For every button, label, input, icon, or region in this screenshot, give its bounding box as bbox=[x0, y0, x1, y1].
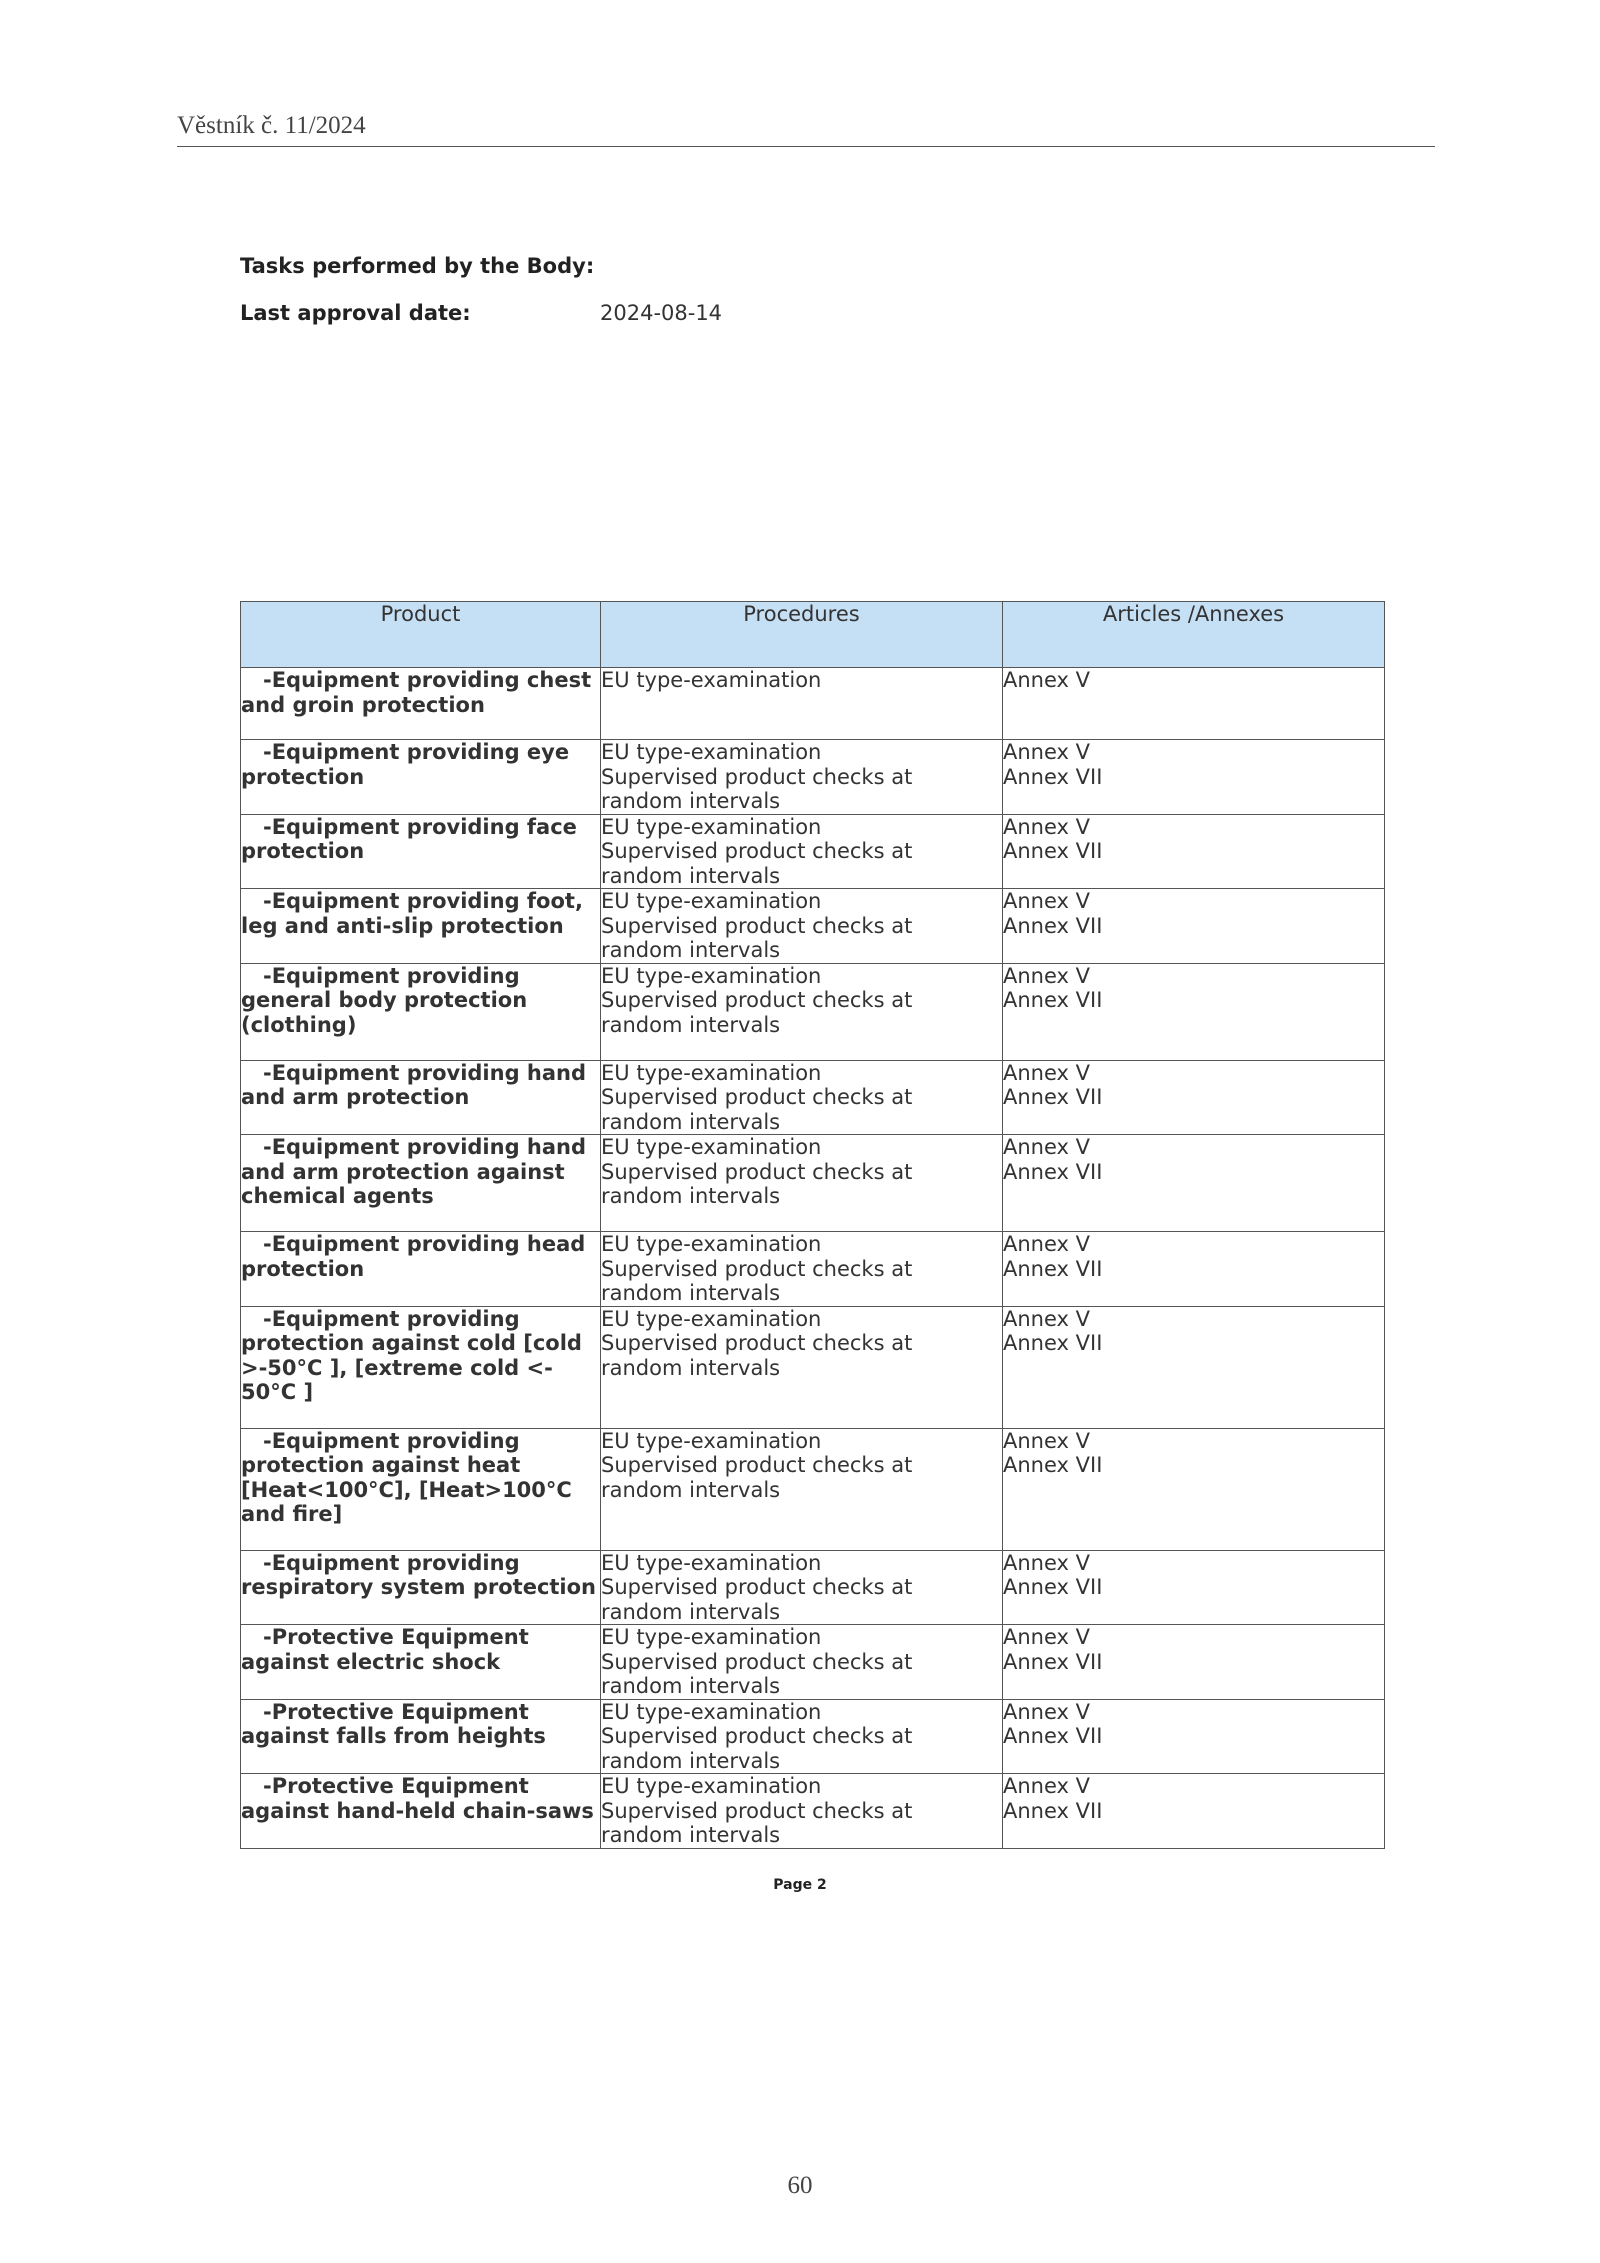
product-cell bbox=[241, 1232, 601, 1307]
cell-line: random intervals bbox=[601, 1599, 781, 1624]
table-row bbox=[241, 814, 1385, 889]
cell-line: against falls from heights bbox=[241, 1724, 546, 1748]
cell-line: EU type-examination bbox=[601, 668, 822, 692]
cell-line: EU type-examination bbox=[601, 740, 822, 764]
table-row bbox=[241, 1625, 1385, 1700]
annexes-cell bbox=[1003, 1550, 1385, 1625]
annexes-cell bbox=[1003, 1625, 1385, 1700]
cell-line: EU type-examination bbox=[601, 1135, 822, 1159]
cell-line: Annex VII bbox=[1003, 913, 1103, 938]
cell-line: EU type-examination bbox=[601, 1306, 822, 1331]
cell-line: Annex V bbox=[1003, 1774, 1091, 1798]
cell-line-wrap bbox=[241, 964, 600, 989]
product-cell bbox=[241, 1428, 601, 1550]
annexes-cell bbox=[1003, 740, 1385, 815]
cell-line: -Protective Equipment bbox=[263, 1774, 529, 1798]
approval-date: 2024-08-14 bbox=[600, 301, 723, 325]
cell-line: EU type-examination bbox=[601, 889, 822, 913]
table-row bbox=[241, 1428, 1385, 1550]
cell-line: EU type-examination bbox=[601, 814, 822, 839]
cell-line: random intervals bbox=[601, 863, 781, 888]
product-cell bbox=[241, 814, 601, 889]
cell-line: against electric shock bbox=[241, 1649, 501, 1674]
cell-line: random intervals bbox=[601, 1109, 781, 1134]
cell-line: Annex V bbox=[1003, 1428, 1091, 1453]
cell-line: random intervals bbox=[601, 1477, 781, 1502]
cell-line: Supervised product checks at bbox=[601, 1453, 913, 1477]
cell-line: EU type-examination bbox=[601, 1428, 822, 1453]
table-row bbox=[241, 1060, 1385, 1135]
procedures-cell bbox=[601, 668, 1003, 740]
cell-line: Annex V bbox=[1003, 668, 1091, 692]
cell-line: protection against cold [cold bbox=[241, 1331, 582, 1355]
annexes-cell bbox=[1003, 814, 1385, 889]
approval-label: Last approval date: bbox=[240, 301, 471, 325]
cell-line: (clothing) bbox=[241, 1012, 357, 1037]
table-row bbox=[241, 1774, 1385, 1849]
cell-line: Annex VII bbox=[1003, 1575, 1103, 1599]
cell-line-wrap bbox=[241, 1232, 600, 1257]
cell-line-wrap bbox=[241, 815, 600, 840]
cell-line: Annex VII bbox=[1003, 1159, 1103, 1184]
procedures-cell bbox=[601, 740, 1003, 815]
cell-line: and fire] bbox=[241, 1502, 343, 1526]
cell-line: protection bbox=[241, 839, 365, 863]
cell-line: random intervals bbox=[601, 789, 781, 813]
cell-line: Annex VII bbox=[1003, 764, 1103, 789]
cell-line: EU type-examination bbox=[601, 1060, 822, 1085]
cell-line-wrap bbox=[241, 1625, 600, 1650]
product-cell bbox=[241, 889, 601, 964]
annexes-cell bbox=[1003, 889, 1385, 964]
cell-line: random intervals bbox=[601, 1281, 781, 1305]
table-row bbox=[241, 1550, 1385, 1625]
product-cell bbox=[241, 1550, 601, 1625]
product-cell bbox=[241, 1306, 601, 1428]
journal-title: Věstník č. 11/2024 bbox=[177, 112, 366, 139]
cell-line: Annex VII bbox=[1003, 1798, 1103, 1823]
cell-line-wrap bbox=[241, 1700, 600, 1725]
product-cell bbox=[241, 668, 601, 740]
procedures-cell bbox=[601, 1135, 1003, 1232]
product-cell bbox=[241, 1135, 601, 1232]
cell-line: Annex VII bbox=[1003, 1085, 1103, 1109]
cell-line: Supervised product checks at bbox=[601, 1724, 913, 1748]
cell-line: Annex V bbox=[1003, 1060, 1091, 1085]
cell-line: random intervals bbox=[601, 1823, 781, 1847]
table-row bbox=[241, 889, 1385, 964]
header-annexes: Articles /Annexes bbox=[1003, 602, 1385, 668]
cell-line-wrap bbox=[241, 1135, 600, 1160]
cell-line: and arm protection bbox=[241, 1085, 470, 1109]
cell-line: Annex VII bbox=[1003, 1256, 1103, 1281]
annexes-cell bbox=[1003, 1774, 1385, 1849]
table-row bbox=[241, 668, 1385, 740]
cell-line: -Equipment providing hand bbox=[263, 1060, 587, 1085]
cell-line: Supervised product checks at bbox=[601, 1085, 913, 1109]
cell-line: random intervals bbox=[601, 1674, 781, 1698]
cell-line: against hand-held chain-saws bbox=[241, 1798, 594, 1823]
cell-line: Annex V bbox=[1003, 889, 1091, 913]
annexes-cell bbox=[1003, 1135, 1385, 1232]
table-row bbox=[241, 1699, 1385, 1774]
cell-line: Supervised product checks at bbox=[601, 1256, 913, 1281]
cell-line: -Protective Equipment bbox=[263, 1699, 529, 1724]
cell-line: -Equipment providing face bbox=[263, 814, 577, 839]
annexes-cell bbox=[1003, 1306, 1385, 1428]
cell-line: Annex V bbox=[1003, 814, 1091, 839]
cell-line: EU type-examination bbox=[601, 1699, 822, 1724]
procedures-cell bbox=[601, 1306, 1003, 1428]
cell-line: protection against heat bbox=[241, 1453, 521, 1477]
cell-line: Supervised product checks at bbox=[601, 1331, 913, 1355]
cell-line: protection bbox=[241, 764, 365, 789]
procedures-cell bbox=[601, 1550, 1003, 1625]
cell-line: random intervals bbox=[601, 938, 781, 962]
cell-line: [Heat<100°C], [Heat>100°C bbox=[241, 1477, 572, 1502]
cell-line: Supervised product checks at bbox=[601, 1159, 913, 1184]
cell-line: EU type-examination bbox=[601, 1232, 822, 1256]
cell-line-wrap bbox=[241, 1061, 600, 1086]
page-label: Page 2 bbox=[773, 1877, 827, 1893]
cell-line: -Equipment providing bbox=[263, 963, 520, 988]
cell-line: Annex V bbox=[1003, 1232, 1091, 1256]
cell-line: Annex V bbox=[1003, 963, 1091, 988]
products-table bbox=[240, 601, 1385, 1849]
cell-line-wrap bbox=[241, 889, 600, 914]
table-row bbox=[241, 740, 1385, 815]
cell-line: EU type-examination bbox=[601, 1625, 822, 1649]
cell-line: Annex V bbox=[1003, 1135, 1091, 1159]
cell-line: -Equipment providing bbox=[263, 1306, 520, 1331]
cell-line: Annex VII bbox=[1003, 839, 1103, 863]
procedures-cell bbox=[601, 1232, 1003, 1307]
cell-line: random intervals bbox=[601, 1184, 781, 1208]
table-body bbox=[241, 668, 1385, 1849]
page-number: 60 bbox=[787, 2172, 813, 2199]
cell-line: random intervals bbox=[601, 1355, 781, 1380]
cell-line: Annex VII bbox=[1003, 988, 1103, 1012]
procedures-cell bbox=[601, 814, 1003, 889]
product-cell bbox=[241, 1625, 601, 1700]
cell-line: Supervised product checks at bbox=[601, 1649, 913, 1674]
product-cell bbox=[241, 1060, 601, 1135]
cell-line: -Equipment providing foot, bbox=[263, 889, 583, 913]
cell-line: Supervised product checks at bbox=[601, 839, 913, 863]
cell-line: EU type-examination bbox=[601, 1550, 822, 1575]
cell-line: -Equipment providing eye bbox=[263, 740, 570, 764]
procedures-cell bbox=[601, 963, 1003, 1060]
cell-line: Annex VII bbox=[1003, 1331, 1103, 1355]
cell-line-wrap bbox=[241, 1774, 600, 1799]
procedures-cell bbox=[601, 1428, 1003, 1550]
procedures-cell bbox=[601, 1060, 1003, 1135]
cell-line: and groin protection bbox=[241, 692, 485, 717]
annexes-cell bbox=[1003, 1232, 1385, 1307]
tasks-label: Tasks performed by the Body: bbox=[240, 254, 595, 278]
procedures-cell bbox=[601, 889, 1003, 964]
cell-line: Annex VII bbox=[1003, 1453, 1103, 1477]
annexes-cell bbox=[1003, 668, 1385, 740]
cell-line: -Equipment providing hand bbox=[263, 1135, 587, 1159]
cell-line: random intervals bbox=[601, 1012, 781, 1037]
cell-line-wrap bbox=[241, 1551, 600, 1576]
cell-line: 50°C ] bbox=[241, 1380, 314, 1404]
procedures-cell bbox=[601, 1774, 1003, 1849]
cell-line: Supervised product checks at bbox=[601, 988, 913, 1012]
table-header-row bbox=[241, 602, 1385, 668]
cell-line: Annex V bbox=[1003, 1306, 1091, 1331]
cell-line: chemical agents bbox=[241, 1184, 434, 1208]
cell-line: Annex V bbox=[1003, 740, 1091, 764]
cell-line: general body protection bbox=[241, 988, 528, 1012]
cell-line-wrap bbox=[241, 1429, 600, 1454]
annexes-cell bbox=[1003, 963, 1385, 1060]
cell-line: Supervised product checks at bbox=[601, 764, 913, 789]
product-cell bbox=[241, 740, 601, 815]
annexes-cell bbox=[1003, 1060, 1385, 1135]
product-cell bbox=[241, 1699, 601, 1774]
cell-line: Annex VII bbox=[1003, 1649, 1103, 1674]
procedures-cell bbox=[601, 1625, 1003, 1700]
table-row bbox=[241, 963, 1385, 1060]
header-rule bbox=[177, 146, 1435, 147]
cell-line: Supervised product checks at bbox=[601, 913, 913, 938]
cell-line: protection bbox=[241, 1256, 365, 1281]
cell-line: EU type-examination bbox=[601, 1774, 822, 1798]
cell-line: >-50°C ], [extreme cold <- bbox=[241, 1355, 553, 1380]
cell-line-wrap bbox=[241, 740, 600, 765]
cell-line: Annex V bbox=[1003, 1699, 1091, 1724]
annexes-cell bbox=[1003, 1699, 1385, 1774]
cell-line: respiratory system protection bbox=[241, 1575, 597, 1599]
annexes-cell bbox=[1003, 1428, 1385, 1550]
cell-line: Supervised product checks at bbox=[601, 1575, 913, 1599]
cell-line: Annex VII bbox=[1003, 1724, 1103, 1748]
cell-line: -Equipment providing bbox=[263, 1550, 520, 1575]
table-row bbox=[241, 1135, 1385, 1232]
header-product: Product bbox=[241, 602, 601, 668]
product-cell bbox=[241, 1774, 601, 1849]
cell-line: Annex V bbox=[1003, 1550, 1091, 1575]
cell-line-wrap bbox=[241, 668, 600, 693]
product-cell bbox=[241, 963, 601, 1060]
cell-line-wrap bbox=[241, 1307, 600, 1332]
cell-line: leg and anti-slip protection bbox=[241, 913, 564, 938]
cell-line: and arm protection against bbox=[241, 1159, 565, 1184]
procedures-cell bbox=[601, 1699, 1003, 1774]
cell-line: -Equipment providing chest bbox=[263, 668, 592, 692]
cell-line: Annex V bbox=[1003, 1625, 1091, 1649]
cell-line: EU type-examination bbox=[601, 963, 822, 988]
table-row bbox=[241, 1232, 1385, 1307]
table-row bbox=[241, 1306, 1385, 1428]
cell-line: Supervised product checks at bbox=[601, 1798, 913, 1823]
header-procedures: Procedures bbox=[601, 602, 1003, 668]
cell-line: -Protective Equipment bbox=[263, 1625, 529, 1649]
cell-line: random intervals bbox=[601, 1748, 781, 1773]
cell-line: -Equipment providing head bbox=[263, 1232, 586, 1256]
cell-line: -Equipment providing bbox=[263, 1428, 520, 1453]
